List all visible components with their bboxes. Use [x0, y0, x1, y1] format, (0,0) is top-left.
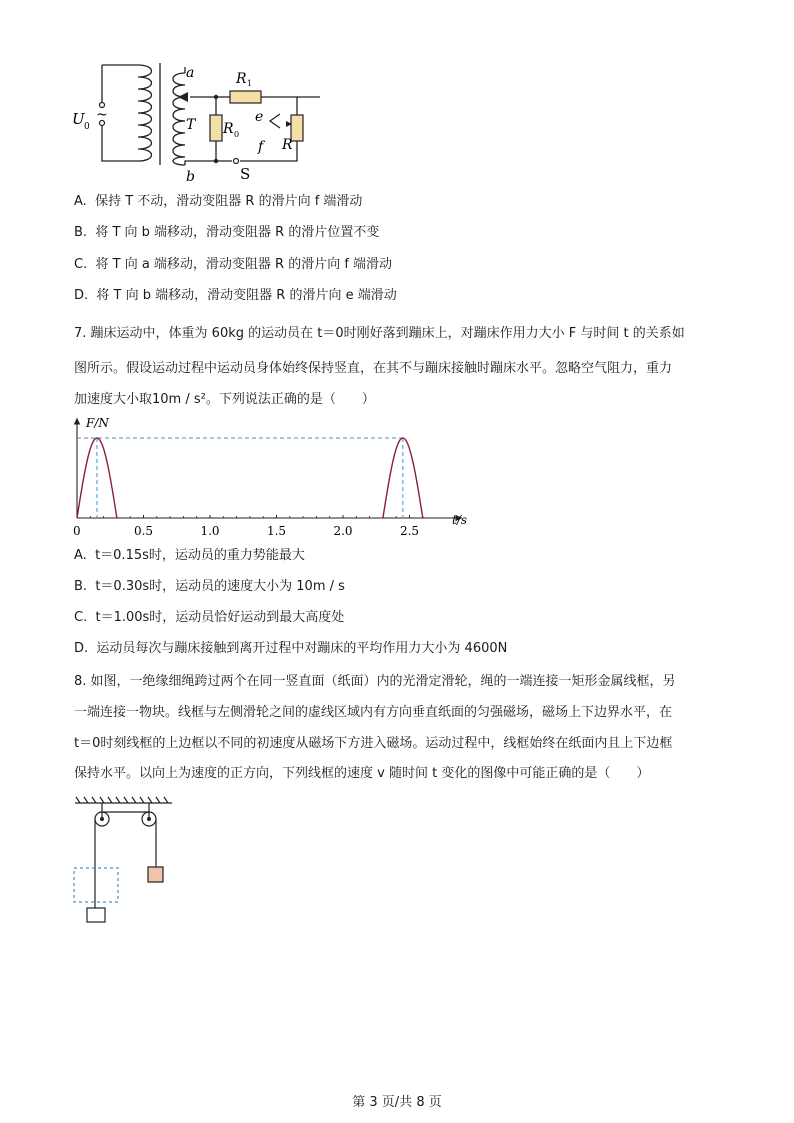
- q8-stem-line-3: t＝0时刻线框的上边框以不同的初速度从磁场下方进入磁场。运动过程中，线框始终在纸面内且上下边框: [74, 736, 673, 751]
- q6-option-a: [74, 194, 362, 210]
- option-letter: A.: [74, 548, 87, 563]
- q8-pulley-diagram: [70, 795, 180, 930]
- x-tick-label: 2.0: [333, 524, 353, 538]
- r1-subscript: 1: [247, 79, 253, 88]
- option-text: t＝0.30s时，运动员的速度大小为 10m / s: [95, 579, 345, 594]
- option-letter: B.: [74, 225, 88, 240]
- rheostat-r-label: R: [282, 137, 293, 153]
- terminal-b-label: b: [186, 169, 195, 185]
- rheostat-e-label: e: [255, 109, 264, 125]
- option-text: 运动员每次与蹦床接触到离开过程中对蹦床的平均作用力大小为 4600N: [96, 641, 508, 656]
- ac-symbol: ~: [96, 107, 108, 123]
- q7-stem-line-2: 图所示。假设运动过程中运动员身体始终保持竖直，在其不与蹦床接触时蹦床水平。忽略空气阻力，重力: [74, 361, 673, 376]
- q7-option-b: [74, 579, 345, 595]
- u0-label: U: [72, 110, 85, 128]
- x-tick-label: 0.5: [133, 524, 154, 538]
- rheostat-f-label: f: [258, 139, 264, 155]
- option-text: 将 T 向 b 端移动，滑动变阻器 R 的滑片向 e 端滑动: [96, 288, 397, 303]
- q7-option-c: [74, 610, 344, 626]
- q7-option-a: [74, 548, 305, 564]
- option-letter: D.: [74, 641, 89, 656]
- q6-option-c: [74, 257, 392, 273]
- r0-subscript: 0: [234, 130, 240, 139]
- option-text: 将 T 向 a 端移动，滑动变阻器 R 的滑片向 f 端滑动: [95, 257, 393, 272]
- force-curve: [77, 438, 117, 518]
- option-text: t＝1.00s时，运动员恰好运动到最大高度处: [95, 610, 345, 625]
- option-letter: C.: [74, 610, 88, 625]
- option-letter: C.: [74, 257, 88, 272]
- option-letter: B.: [74, 579, 88, 594]
- q6-option-b: [74, 225, 379, 241]
- x-axis-label: t/s: [452, 513, 468, 527]
- option-letter: D.: [74, 288, 89, 303]
- origin-label: 0: [73, 524, 81, 538]
- option-text: t＝0.15s时，运动员的重力势能最大: [95, 548, 305, 563]
- x-tick-label: 2.5: [399, 524, 420, 538]
- x-tick-label: 1.0: [200, 524, 220, 538]
- r1-label: R: [236, 71, 247, 87]
- q8-stem-line-2: 一端连接一物块。线框与左侧滑轮之间的虚线区域内有方向垂直纸面的匀强磁场，磁场上下边界水平，在: [74, 705, 673, 720]
- q7-force-time-chart: [60, 412, 480, 542]
- q7-stem-line-3: 加速度大小取10m / s²。下列说法正确的是（ ）: [74, 392, 375, 407]
- option-letter: A.: [74, 194, 87, 209]
- switch-s: [234, 159, 239, 164]
- tap-t-label: T: [186, 117, 196, 133]
- q8-stem-line-4: 保持水平。以向上为速度的正方向，下列线框的速度 v 随时间 t 变化的图像中可能正确的是（ ）: [74, 766, 650, 781]
- r0-label: R: [223, 121, 234, 137]
- x-tick-label: 1.5: [266, 524, 287, 538]
- force-curve: [383, 438, 423, 518]
- rheostat-r: [291, 115, 303, 141]
- q6-circuit-diagram: [60, 55, 320, 185]
- q6-option-d: [74, 288, 397, 304]
- magnetic-field-region: [74, 868, 118, 902]
- q7-stem-line-1: 7. 蹦床运动中，体重为 60kg 的运动员在 t＝0时刚好落到蹦床上，对蹦床作用力大小 F 与时间 t 的关系如: [74, 326, 685, 341]
- switch-s-label: S: [240, 165, 251, 183]
- terminal-a-label: a: [186, 65, 195, 81]
- q7-option-d: [74, 641, 507, 657]
- y-axis-label: F/N: [86, 416, 109, 430]
- r1-resistor: [230, 91, 261, 103]
- r0-resistor: [210, 115, 222, 141]
- option-text: 将 T 向 b 端移动，滑动变阻器 R 的滑片位置不变: [95, 225, 380, 240]
- page-footer: 第 3 页/共 8 页: [352, 1095, 442, 1110]
- u0-subscript: 0: [84, 122, 90, 132]
- option-text: 保持 T 不动，滑动变阻器 R 的滑片向 f 端滑动: [95, 194, 363, 209]
- metal-frame: [87, 908, 105, 922]
- weight-block: [148, 867, 163, 882]
- q8-stem-line-1: 8. 如图，一绝缘细绳跨过两个在同一竖直面（纸面）内的光滑定滑轮，绳的一端连接一矩形金属线框，另: [74, 674, 676, 689]
